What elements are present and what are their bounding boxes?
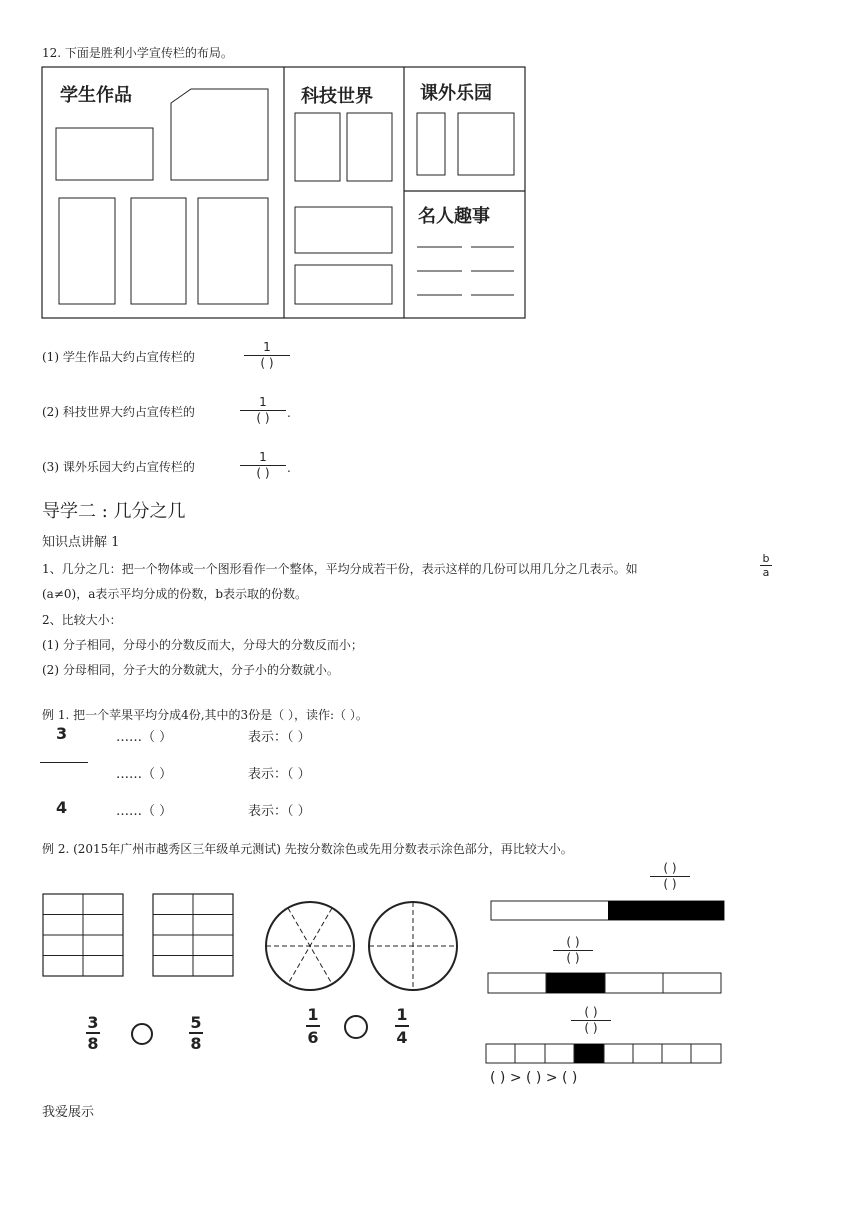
closing-heading: 我爱展示 xyxy=(42,1105,95,1120)
board-student-works: 学生作品 xyxy=(60,85,132,106)
board-tech-world: 科技世界 xyxy=(301,86,373,107)
fraction-3-8: 3 8 xyxy=(87,1013,99,1053)
example-1-row-1-express[interactable]: 表示：（ ） xyxy=(248,730,311,745)
compare-rule-2: (2) 分母相同，分子大的分数就大，分子小的分数就小。 xyxy=(42,663,339,677)
example-1-row-2-label[interactable]: ……（ ） xyxy=(116,767,173,782)
grid-figure-left[interactable] xyxy=(42,893,124,977)
bar-diagram-eighths[interactable] xyxy=(485,1043,725,1065)
knowledge-title: 知识点讲解 1 xyxy=(42,535,120,550)
bar-diagram-halves[interactable] xyxy=(490,899,728,923)
circle-sixths[interactable] xyxy=(263,899,357,993)
example-1-denominator: 4 xyxy=(56,798,68,817)
board-celebrity-stories: 名人趣事 xyxy=(418,206,490,227)
sub-question-2: (2) 科技世界大约占宣传栏的 xyxy=(42,405,195,419)
period-3: . xyxy=(287,461,291,475)
bar-1-blank-fraction[interactable]: ( ) ( ) xyxy=(650,862,690,891)
circle-quarters[interactable] xyxy=(366,899,460,993)
example-1-text: 例 1. 把一个苹果平均分成4份,其中的3份是（ ），读作:（ ）。 xyxy=(42,708,368,722)
section-title: 导学二 : 几分之几 xyxy=(42,501,186,522)
question-12-intro: 12. 下面是胜利小学宣传栏的布局。 xyxy=(42,46,233,60)
bar-3-blank-fraction[interactable]: ( ) ( ) xyxy=(571,1006,611,1035)
knowledge-point-1: 1、几分之几：把一个物体或一个图形看作一个整体，平均分成若干份，表示这样的几份可以用几分之几表示。如 xyxy=(42,562,638,576)
sub-question-1: (1) 学生作品大约占宣传栏的 xyxy=(42,350,195,364)
bulletin-board-layout xyxy=(40,65,530,321)
answer-fraction-2[interactable]: 1 ( ) xyxy=(240,396,286,425)
example-1-row-1-label[interactable]: ……（ ） xyxy=(116,730,173,745)
example-1-numerator: 3 xyxy=(56,724,68,743)
period-2: . xyxy=(287,406,291,420)
example-1-row-2-express[interactable]: 表示：（ ） xyxy=(248,767,311,782)
order-comparison-line[interactable]: ( ) > ( ) > ( ) xyxy=(490,1070,578,1086)
grid-figure-right[interactable] xyxy=(152,893,234,977)
compare-circle-2[interactable] xyxy=(344,1015,368,1039)
answer-fraction-1[interactable]: 1 ( ) xyxy=(244,341,290,370)
bar-diagram-quarters[interactable] xyxy=(487,971,725,995)
fraction-1-4: 1 4 xyxy=(396,1005,408,1047)
example-2-text: 例 2. (2015年广州市越秀区三年级单元测试) 先按分数涂色或先用分数表示涂色部分，再比较大小。 xyxy=(42,842,573,856)
board-extracurricular: 课外乐园 xyxy=(420,83,492,104)
fraction-5-8: 5 8 xyxy=(190,1013,202,1053)
bar-2-blank-fraction[interactable]: ( ) ( ) xyxy=(553,936,593,965)
sub-question-3: (3) 课外乐园大约占宣传栏的 xyxy=(42,460,195,474)
compare-circle-1[interactable] xyxy=(131,1023,153,1045)
compare-rule-1: (1) 分子相同，分母小的分数反而大，分母大的分数反而小； xyxy=(42,638,363,652)
example-1-fraction-bar xyxy=(40,762,88,763)
example-fraction-b-over-a: b a xyxy=(760,553,772,578)
knowledge-point-2: 2、比较大小： xyxy=(42,613,122,627)
example-1-row-3-label[interactable]: ……（ ） xyxy=(116,804,173,819)
knowledge-point-1-cont: (a≠0)，a表示平均分成的份数，b表示取的份数。 xyxy=(42,587,308,601)
fraction-1-6: 1 6 xyxy=(307,1005,319,1047)
answer-fraction-3[interactable]: 1 ( ) xyxy=(240,451,286,480)
example-1-row-3-express[interactable]: 表示：（ ） xyxy=(248,804,311,819)
